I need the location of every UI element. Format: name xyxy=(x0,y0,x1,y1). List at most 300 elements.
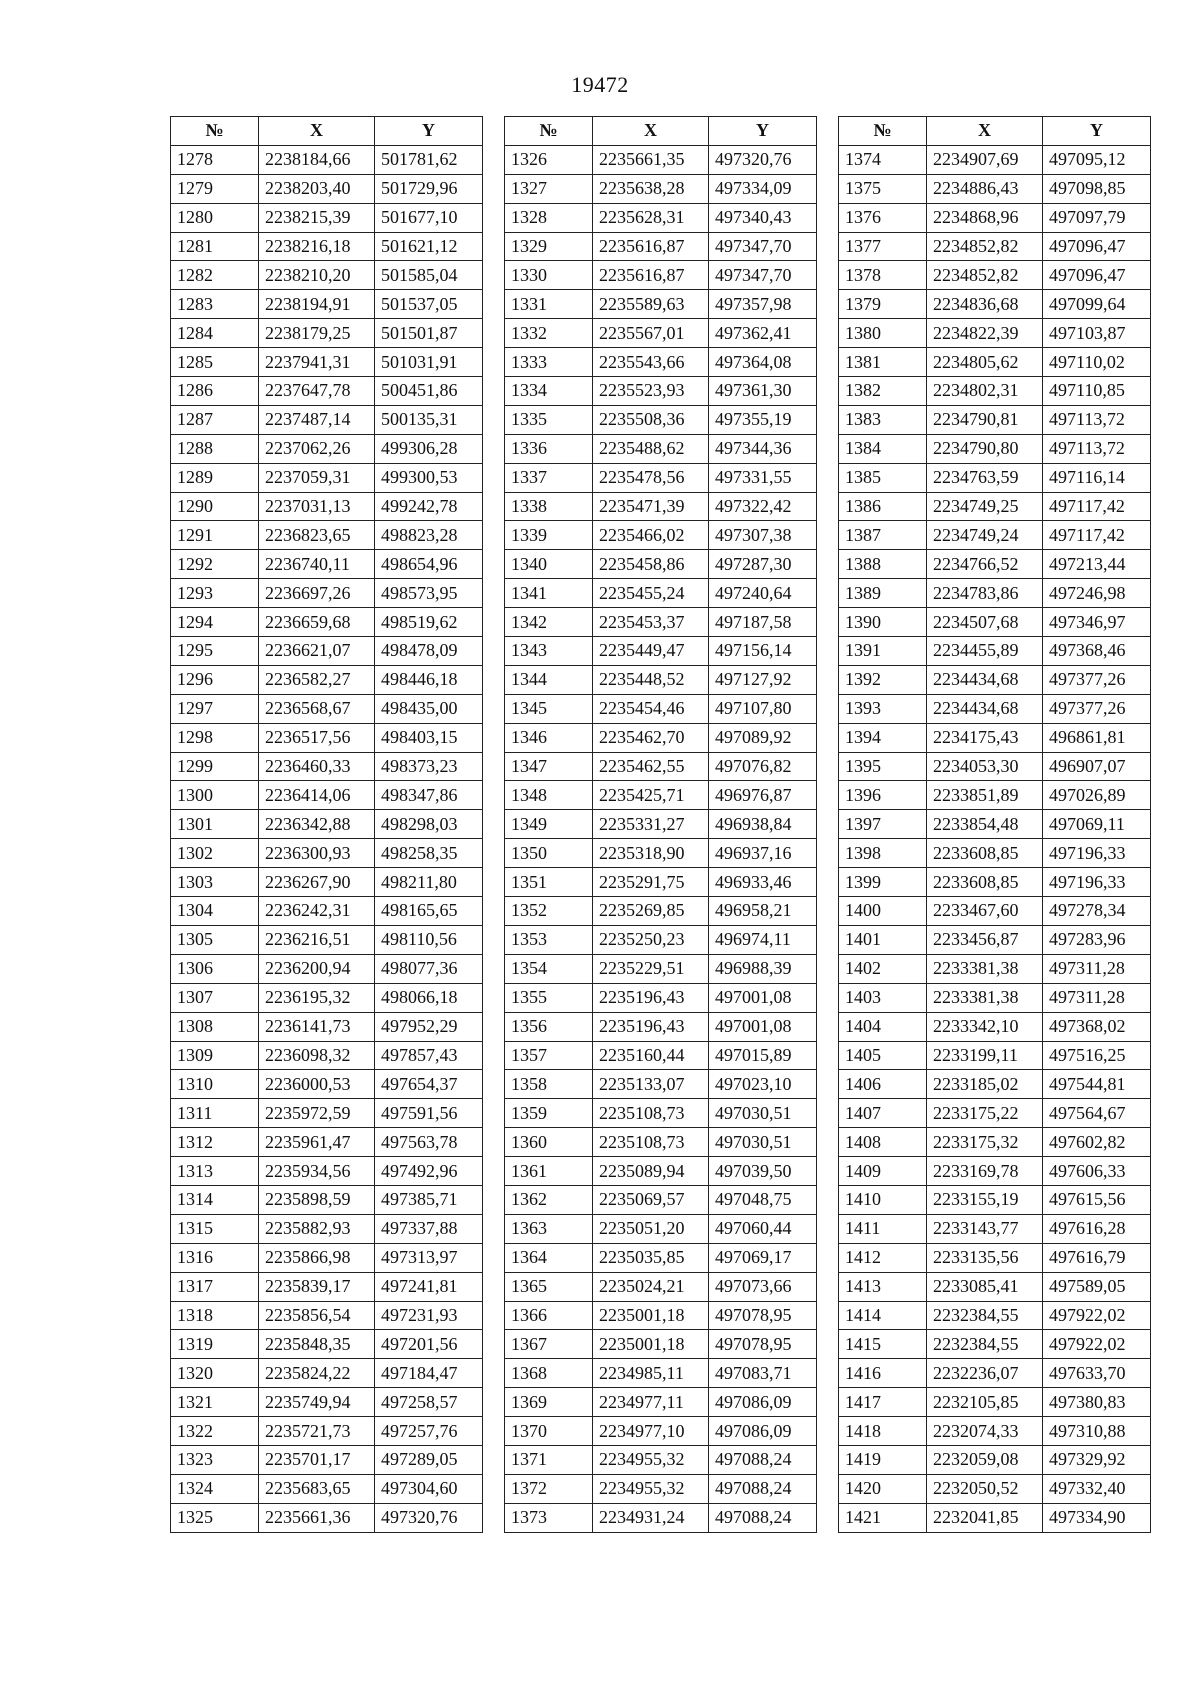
cell-y: 497340,43 xyxy=(709,203,817,232)
cell-number: 1287 xyxy=(171,405,259,434)
table-row xyxy=(839,1243,1151,1272)
table-row xyxy=(505,434,817,463)
cell-x: 2234805,62 xyxy=(927,348,1043,377)
cell-y: 497241,81 xyxy=(375,1272,483,1301)
table-row xyxy=(171,348,483,377)
cell-y: 497110,85 xyxy=(1043,377,1151,406)
table-row xyxy=(505,174,817,203)
cell-x: 2234749,25 xyxy=(927,492,1043,521)
cell-y: 498298,03 xyxy=(375,810,483,839)
cell-y: 497320,76 xyxy=(375,1503,483,1532)
table-row xyxy=(839,781,1151,810)
table-row xyxy=(839,232,1151,261)
table-row xyxy=(505,377,817,406)
cell-x: 2235196,43 xyxy=(593,1012,709,1041)
cell-x: 2233199,11 xyxy=(927,1041,1043,1070)
cell-number: 1351 xyxy=(505,868,593,897)
table-row xyxy=(505,1099,817,1128)
cell-x: 2237059,31 xyxy=(259,463,375,492)
cell-y: 497088,24 xyxy=(709,1474,817,1503)
table-row xyxy=(839,954,1151,983)
cell-number: 1295 xyxy=(171,637,259,666)
cell-x: 2234907,69 xyxy=(927,145,1043,174)
cell-number: 1371 xyxy=(505,1445,593,1474)
header-number: № xyxy=(505,117,593,146)
cell-x: 2235638,28 xyxy=(593,174,709,203)
cell-number: 1312 xyxy=(171,1128,259,1157)
cell-number: 1382 xyxy=(839,377,927,406)
cell-x: 2234434,68 xyxy=(927,694,1043,723)
table-row xyxy=(171,925,483,954)
cell-number: 1288 xyxy=(171,434,259,463)
cell-y: 497127,92 xyxy=(709,665,817,694)
cell-x: 2235462,55 xyxy=(593,752,709,781)
cell-y: 497030,51 xyxy=(709,1128,817,1157)
cell-y: 497015,89 xyxy=(709,1041,817,1070)
cell-y: 498165,65 xyxy=(375,897,483,926)
cell-number: 1303 xyxy=(171,868,259,897)
cell-x: 2234790,81 xyxy=(927,405,1043,434)
cell-y: 497368,46 xyxy=(1043,637,1151,666)
cell-number: 1357 xyxy=(505,1041,593,1070)
cell-number: 1409 xyxy=(839,1157,927,1186)
cell-x: 2235898,59 xyxy=(259,1185,375,1214)
cell-number: 1284 xyxy=(171,319,259,348)
cell-number: 1327 xyxy=(505,174,593,203)
cell-y: 497213,44 xyxy=(1043,550,1151,579)
cell-number: 1417 xyxy=(839,1388,927,1417)
cell-number: 1299 xyxy=(171,752,259,781)
cell-y: 497332,40 xyxy=(1043,1474,1151,1503)
cell-y: 497564,67 xyxy=(1043,1099,1151,1128)
cell-number: 1326 xyxy=(505,145,593,174)
cell-number: 1293 xyxy=(171,579,259,608)
table-row xyxy=(171,608,483,637)
cell-number: 1308 xyxy=(171,1012,259,1041)
cell-y: 499242,78 xyxy=(375,492,483,521)
cell-y: 497089,92 xyxy=(709,723,817,752)
table-row xyxy=(171,637,483,666)
cell-x: 2237487,14 xyxy=(259,405,375,434)
cell-x: 2232105,85 xyxy=(927,1388,1043,1417)
table-row xyxy=(171,1417,483,1446)
cell-number: 1393 xyxy=(839,694,927,723)
table-row xyxy=(505,1214,817,1243)
table-row xyxy=(839,810,1151,839)
cell-x: 2235749,94 xyxy=(259,1388,375,1417)
cell-number: 1301 xyxy=(171,810,259,839)
cell-y: 498478,09 xyxy=(375,637,483,666)
cell-x: 2236242,31 xyxy=(259,897,375,926)
table-row xyxy=(505,145,817,174)
cell-number: 1367 xyxy=(505,1330,593,1359)
cell-number: 1296 xyxy=(171,665,259,694)
cell-number: 1315 xyxy=(171,1214,259,1243)
table-row xyxy=(505,348,817,377)
cell-y: 497377,26 xyxy=(1043,694,1151,723)
cell-number: 1335 xyxy=(505,405,593,434)
cell-x: 2238216,18 xyxy=(259,232,375,261)
table-row xyxy=(839,1503,1151,1532)
cell-y: 497078,95 xyxy=(709,1330,817,1359)
cell-x: 2234175,43 xyxy=(927,723,1043,752)
header-x: X xyxy=(593,117,709,146)
cell-x: 2236267,90 xyxy=(259,868,375,897)
cell-y: 497615,56 xyxy=(1043,1185,1151,1214)
cell-number: 1328 xyxy=(505,203,593,232)
cell-number: 1386 xyxy=(839,492,927,521)
table-row xyxy=(171,839,483,868)
cell-number: 1283 xyxy=(171,290,259,319)
cell-number: 1319 xyxy=(171,1330,259,1359)
cell-y: 497113,72 xyxy=(1043,405,1151,434)
table-row xyxy=(505,1388,817,1417)
cell-y: 497492,96 xyxy=(375,1157,483,1186)
cell-y: 497329,92 xyxy=(1043,1445,1151,1474)
cell-x: 2232041,85 xyxy=(927,1503,1043,1532)
table-row xyxy=(505,521,817,550)
cell-y: 497060,44 xyxy=(709,1214,817,1243)
cell-x: 2234749,24 xyxy=(927,521,1043,550)
cell-x: 2237062,26 xyxy=(259,434,375,463)
cell-number: 1407 xyxy=(839,1099,927,1128)
cell-y: 497563,78 xyxy=(375,1128,483,1157)
cell-x: 2235488,62 xyxy=(593,434,709,463)
cell-y: 497096,47 xyxy=(1043,232,1151,261)
cell-number: 1368 xyxy=(505,1359,593,1388)
cell-y: 497113,72 xyxy=(1043,434,1151,463)
cell-y: 498077,36 xyxy=(375,954,483,983)
header-x: X xyxy=(927,117,1043,146)
table-row xyxy=(839,1185,1151,1214)
cell-y: 497922,02 xyxy=(1043,1330,1151,1359)
cell-number: 1412 xyxy=(839,1243,927,1272)
cell-x: 2234455,89 xyxy=(927,637,1043,666)
cell-x: 2235108,73 xyxy=(593,1099,709,1128)
cell-x: 2236823,65 xyxy=(259,521,375,550)
table-row xyxy=(171,261,483,290)
cell-x: 2236141,73 xyxy=(259,1012,375,1041)
table-row xyxy=(505,723,817,752)
cell-x: 2232074,33 xyxy=(927,1417,1043,1446)
table-row xyxy=(505,694,817,723)
table-row xyxy=(171,781,483,810)
cell-x: 2234802,31 xyxy=(927,377,1043,406)
table-row xyxy=(839,1272,1151,1301)
coordinate-table-1 xyxy=(170,116,483,1533)
table-row xyxy=(505,1185,817,1214)
cell-number: 1364 xyxy=(505,1243,593,1272)
cell-y: 497633,70 xyxy=(1043,1359,1151,1388)
cell-x: 2233467,60 xyxy=(927,897,1043,926)
cell-y: 500451,86 xyxy=(375,377,483,406)
cell-y: 496907,07 xyxy=(1043,752,1151,781)
table-row xyxy=(839,1128,1151,1157)
cell-x: 2232384,55 xyxy=(927,1301,1043,1330)
cell-number: 1392 xyxy=(839,665,927,694)
table-row xyxy=(839,1330,1151,1359)
table-row xyxy=(171,1330,483,1359)
cell-number: 1285 xyxy=(171,348,259,377)
cell-y: 497099,64 xyxy=(1043,290,1151,319)
table-row xyxy=(171,694,483,723)
cell-number: 1410 xyxy=(839,1185,927,1214)
cell-y: 497069,11 xyxy=(1043,810,1151,839)
cell-y: 497591,56 xyxy=(375,1099,483,1128)
cell-x: 2233851,89 xyxy=(927,781,1043,810)
cell-y: 496938,84 xyxy=(709,810,817,839)
cell-y: 498654,96 xyxy=(375,550,483,579)
cell-y: 496974,11 xyxy=(709,925,817,954)
cell-x: 2233169,78 xyxy=(927,1157,1043,1186)
cell-number: 1342 xyxy=(505,608,593,637)
cell-number: 1322 xyxy=(171,1417,259,1446)
cell-number: 1292 xyxy=(171,550,259,579)
table-row xyxy=(839,377,1151,406)
cell-number: 1282 xyxy=(171,261,259,290)
cell-y: 497086,09 xyxy=(709,1417,817,1446)
table-row xyxy=(171,665,483,694)
table-row xyxy=(505,665,817,694)
cell-x: 2236568,67 xyxy=(259,694,375,723)
cell-number: 1334 xyxy=(505,377,593,406)
cell-x: 2235616,87 xyxy=(593,261,709,290)
cell-number: 1375 xyxy=(839,174,927,203)
cell-number: 1331 xyxy=(505,290,593,319)
cell-y: 497246,98 xyxy=(1043,579,1151,608)
cell-y: 497026,89 xyxy=(1043,781,1151,810)
table-row xyxy=(839,723,1151,752)
table-row xyxy=(839,1301,1151,1330)
table-row xyxy=(505,897,817,926)
cell-y: 497258,57 xyxy=(375,1388,483,1417)
cell-x: 2235856,54 xyxy=(259,1301,375,1330)
cell-x: 2235318,90 xyxy=(593,839,709,868)
cell-x: 2236659,68 xyxy=(259,608,375,637)
cell-y: 496988,39 xyxy=(709,954,817,983)
cell-y: 498435,00 xyxy=(375,694,483,723)
cell-y: 497088,24 xyxy=(709,1445,817,1474)
cell-number: 1320 xyxy=(171,1359,259,1388)
table-row xyxy=(171,983,483,1012)
cell-y: 497095,12 xyxy=(1043,145,1151,174)
cell-y: 501031,91 xyxy=(375,348,483,377)
table-row xyxy=(839,290,1151,319)
cell-x: 2234822,39 xyxy=(927,319,1043,348)
header-y: Y xyxy=(375,117,483,146)
cell-y: 497083,71 xyxy=(709,1359,817,1388)
cell-x: 2235543,66 xyxy=(593,348,709,377)
table-row xyxy=(505,1243,817,1272)
cell-x: 2235051,20 xyxy=(593,1214,709,1243)
cell-y: 497257,76 xyxy=(375,1417,483,1446)
cell-x: 2235454,46 xyxy=(593,694,709,723)
cell-y: 496958,21 xyxy=(709,897,817,926)
cell-number: 1399 xyxy=(839,868,927,897)
cell-x: 2234955,32 xyxy=(593,1445,709,1474)
cell-x: 2233381,38 xyxy=(927,954,1043,983)
table-row xyxy=(505,1012,817,1041)
table-row xyxy=(171,723,483,752)
cell-x: 2235069,57 xyxy=(593,1185,709,1214)
cell-y: 498403,15 xyxy=(375,723,483,752)
table-row xyxy=(505,637,817,666)
cell-number: 1313 xyxy=(171,1157,259,1186)
page-number: 19472 xyxy=(571,72,629,97)
cell-x: 2235462,70 xyxy=(593,723,709,752)
table-row xyxy=(839,261,1151,290)
cell-number: 1370 xyxy=(505,1417,593,1446)
cell-x: 2235453,37 xyxy=(593,608,709,637)
cell-y: 499306,28 xyxy=(375,434,483,463)
cell-x: 2233608,85 xyxy=(927,868,1043,897)
cell-number: 1358 xyxy=(505,1070,593,1099)
cell-y: 497377,26 xyxy=(1043,665,1151,694)
cell-y: 497156,14 xyxy=(709,637,817,666)
cell-x: 2234766,52 xyxy=(927,550,1043,579)
cell-number: 1289 xyxy=(171,463,259,492)
cell-number: 1307 xyxy=(171,983,259,1012)
cell-number: 1294 xyxy=(171,608,259,637)
cell-number: 1350 xyxy=(505,839,593,868)
cell-y: 496933,46 xyxy=(709,868,817,897)
header-number: № xyxy=(839,117,927,146)
cell-number: 1397 xyxy=(839,810,927,839)
cell-x: 2235478,56 xyxy=(593,463,709,492)
cell-number: 1337 xyxy=(505,463,593,492)
table-row xyxy=(505,1359,817,1388)
cell-x: 2236300,93 xyxy=(259,839,375,868)
cell-y: 497616,28 xyxy=(1043,1214,1151,1243)
cell-y: 497039,50 xyxy=(709,1157,817,1186)
cell-number: 1344 xyxy=(505,665,593,694)
cell-y: 497001,08 xyxy=(709,1012,817,1041)
cell-number: 1379 xyxy=(839,290,927,319)
table-row xyxy=(171,1503,483,1532)
cell-number: 1355 xyxy=(505,983,593,1012)
cell-number: 1411 xyxy=(839,1214,927,1243)
cell-x: 2234836,68 xyxy=(927,290,1043,319)
cell-x: 2235934,56 xyxy=(259,1157,375,1186)
cell-y: 501537,05 xyxy=(375,290,483,319)
cell-x: 2235839,17 xyxy=(259,1272,375,1301)
cell-number: 1310 xyxy=(171,1070,259,1099)
cell-y: 498211,80 xyxy=(375,868,483,897)
cell-number: 1323 xyxy=(171,1445,259,1474)
table-row xyxy=(505,261,817,290)
table-row xyxy=(171,492,483,521)
cell-number: 1278 xyxy=(171,145,259,174)
cell-x: 2232059,08 xyxy=(927,1445,1043,1474)
table-row xyxy=(505,1272,817,1301)
cell-y: 497098,85 xyxy=(1043,174,1151,203)
table-row xyxy=(505,954,817,983)
cell-x: 2233155,19 xyxy=(927,1185,1043,1214)
table-row xyxy=(171,1301,483,1330)
cell-x: 2236621,07 xyxy=(259,637,375,666)
cell-number: 1418 xyxy=(839,1417,927,1446)
cell-number: 1340 xyxy=(505,550,593,579)
cell-x: 2233381,38 xyxy=(927,983,1043,1012)
cell-y: 497654,37 xyxy=(375,1070,483,1099)
coordinate-table-2 xyxy=(504,116,817,1533)
table-row xyxy=(505,1417,817,1446)
cell-number: 1385 xyxy=(839,463,927,492)
cell-y: 497385,71 xyxy=(375,1185,483,1214)
table-row xyxy=(171,377,483,406)
cell-y: 497602,82 xyxy=(1043,1128,1151,1157)
table-row xyxy=(505,1128,817,1157)
cell-y: 501781,62 xyxy=(375,145,483,174)
table-row xyxy=(171,405,483,434)
cell-number: 1402 xyxy=(839,954,927,983)
cell-y: 497362,41 xyxy=(709,319,817,348)
table-row xyxy=(839,839,1151,868)
cell-number: 1353 xyxy=(505,925,593,954)
cell-y: 497196,33 xyxy=(1043,868,1151,897)
cell-y: 497380,83 xyxy=(1043,1388,1151,1417)
cell-x: 2238215,39 xyxy=(259,203,375,232)
cell-number: 1421 xyxy=(839,1503,927,1532)
table-row xyxy=(839,203,1151,232)
cell-number: 1349 xyxy=(505,810,593,839)
cell-x: 2234507,68 xyxy=(927,608,1043,637)
cell-number: 1343 xyxy=(505,637,593,666)
table-row xyxy=(171,290,483,319)
cell-y: 498066,18 xyxy=(375,983,483,1012)
cell-number: 1348 xyxy=(505,781,593,810)
cell-y: 497334,90 xyxy=(1043,1503,1151,1532)
table-row xyxy=(505,1070,817,1099)
table-row xyxy=(171,897,483,926)
cell-number: 1321 xyxy=(171,1388,259,1417)
cell-y: 497289,05 xyxy=(375,1445,483,1474)
table-row xyxy=(505,839,817,868)
cell-y: 497307,38 xyxy=(709,521,817,550)
cell-number: 1363 xyxy=(505,1214,593,1243)
cell-y: 497331,55 xyxy=(709,463,817,492)
table-row xyxy=(839,665,1151,694)
table-row xyxy=(505,1445,817,1474)
table-row xyxy=(171,810,483,839)
cell-number: 1304 xyxy=(171,897,259,926)
cell-x: 2235567,01 xyxy=(593,319,709,348)
cell-number: 1419 xyxy=(839,1445,927,1474)
cell-y: 497048,75 xyxy=(709,1185,817,1214)
cell-y: 497304,60 xyxy=(375,1474,483,1503)
cell-number: 1333 xyxy=(505,348,593,377)
cell-y: 497347,70 xyxy=(709,232,817,261)
table-row xyxy=(505,781,817,810)
table-row xyxy=(171,145,483,174)
cell-number: 1347 xyxy=(505,752,593,781)
cell-x: 2237941,31 xyxy=(259,348,375,377)
cell-number: 1366 xyxy=(505,1301,593,1330)
cell-y: 497952,29 xyxy=(375,1012,483,1041)
cell-y: 497337,88 xyxy=(375,1214,483,1243)
table-row xyxy=(505,983,817,1012)
cell-x: 2236342,88 xyxy=(259,810,375,839)
cell-x: 2234763,59 xyxy=(927,463,1043,492)
cell-x: 2235455,24 xyxy=(593,579,709,608)
cell-number: 1390 xyxy=(839,608,927,637)
cell-number: 1280 xyxy=(171,203,259,232)
cell-number: 1401 xyxy=(839,925,927,954)
cell-y: 497107,80 xyxy=(709,694,817,723)
table-row xyxy=(505,319,817,348)
table-row xyxy=(839,1214,1151,1243)
cell-y: 497069,17 xyxy=(709,1243,817,1272)
